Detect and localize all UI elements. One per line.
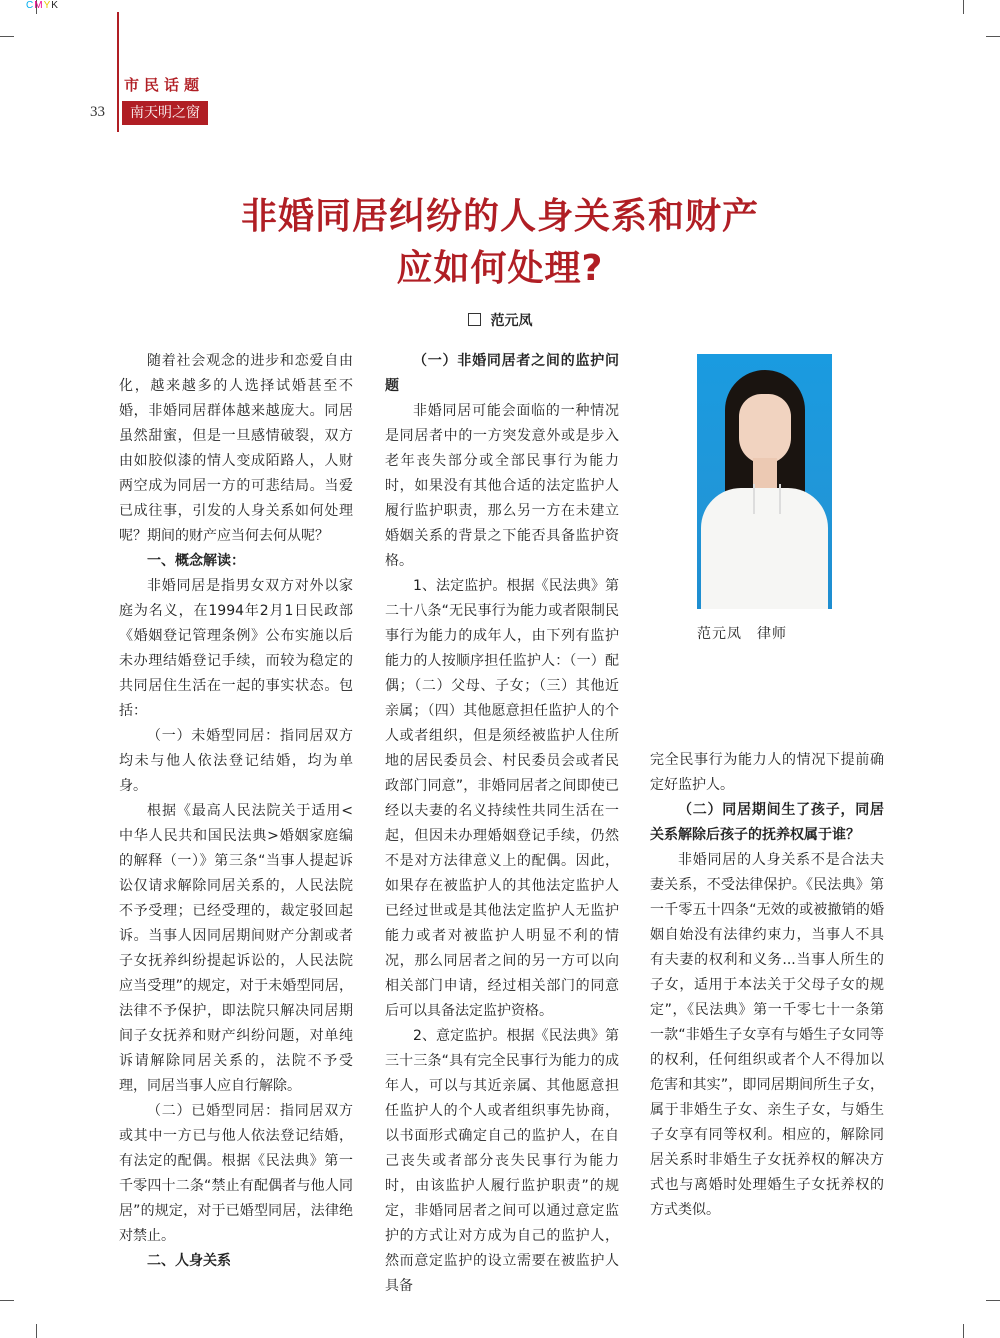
- crop-mark: [986, 36, 1000, 37]
- byline-box-icon: [468, 313, 481, 326]
- page-number: 33: [90, 104, 105, 120]
- color-bar-m: M: [34, 0, 44, 11]
- photo-caption: 范元凤 律师: [697, 626, 787, 642]
- author-photo: [697, 354, 832, 609]
- paragraph: （一）未婚型同居：指同居双方均未与他人依法登记结婚，均为单身。: [119, 728, 353, 794]
- column-badge: 南天明之窗: [122, 101, 208, 125]
- article-title-line2: 应如何处理?: [396, 248, 604, 289]
- subheading: 二、人身关系: [147, 1253, 231, 1269]
- paragraph: 随着社会观念的进步和恋爱自由化，越来越多的人选择试婚甚至不婚，非婚同居群体越来越庞大。同居虽然甜蜜，但是一旦感情破裂，双方由如胶似漆的情人变成陌路人，人财两空成为同居一方的可悲结局。当爱已成往事，引发的人身关系如何处理呢？期间的财产应当何去何从呢？: [119, 353, 353, 544]
- column-1: [119, 349, 353, 1274]
- byline: [0, 310, 1000, 330]
- paragraph: 1、法定监护。根据《民法典》第二十八条“无民事行为能力或者限制民事行为能力的成年人，由下列有监护能力的人按顺序担任监护人：（一）配偶；（二）父母、子女；（三）其他近亲属；（四）其他愿意担任监护人的个人或者组织，但是须经被监护人住所地的居民委员会、村民委员会或者民政部门同意”，非婚同居者之间即使已经以夫妻的名义持续性共同生活在一起，但因未办理婚姻登记手续，仍然不是对方法律意义上的配偶。因此，如果存在被监护人的其他法定监护人已经过世或是其他法定监护人无监护能力或者对被监护人明显不利的情况，那么同居者之间的另一方可以向相关部门申请，经过相关部门的同意后可以具备法定监护资格。: [385, 578, 619, 1019]
- subheading: （一）非婚同居者之间的监护问题: [385, 353, 619, 394]
- paragraph: （二）已婚型同居：指同居双方或其中一方已与他人依法登记结婚，有法定的配偶。根据《民法典》第一千零四十二条“禁止有配偶者与他人同居”的规定，对于已婚型同居，法律绝对禁止。: [119, 1103, 353, 1244]
- subheading: 一、概念解读：: [147, 553, 245, 569]
- crop-mark: [986, 1300, 1000, 1301]
- color-bar: [26, 0, 59, 11]
- paragraph: 非婚同居是指男女双方对外以家庭为名义，在1994年2月1日民政部《婚姻登记管理条例》公布实施以后未办理结婚登记手续，而较为稳定的共同居住生活在一起的事实状态。包括：: [119, 578, 353, 719]
- section-title: 市民话题: [124, 76, 205, 94]
- crop-mark: [0, 36, 14, 37]
- color-bar-k: K: [51, 0, 59, 11]
- column-2: [385, 349, 619, 1299]
- paragraph: 非婚同居的人身关系不是合法夫妻关系，不受法律保护。《民法典》第一千零五十四条“无效的或被撤销的婚姻自始没有法律约束力，当事人不具有夫妻的权利和义务...当事人所生的子女，适用于本法关于父母子女的规定”，《民法典》第一千零七十一条第一款“非婚生子女享有与婚生子女同等的权利，任何组织或者个人不得加以危害和其实”，即同居期间所生子女，属于非婚生子女、亲生子女，与婚生子女享有同等权利。相应的，解除同居关系时非婚生子女抚养权的解决方式也与离婚时处理婚生子女抚养权的方式类似。: [650, 852, 884, 1218]
- header-rule: [117, 12, 119, 132]
- crop-mark: [963, 0, 964, 14]
- crop-mark: [0, 1300, 14, 1301]
- column-3: [650, 748, 884, 1223]
- paragraph: 完全民事行为能力人的情况下提前确定好监护人。: [650, 752, 884, 793]
- photo-face: [739, 394, 791, 464]
- subheading: （二）同居期间生了孩子，同居关系解除后孩子的抚养权属于谁？: [650, 802, 884, 843]
- paragraph: 2、意定监护。根据《民法典》第三十三条“具有完全民事行为能力的成年人，可以与其近亲属、其他愿意担任监护人的个人或者组织事先协商，以书面形式确定自己的监护人，在自己丧失或者部分丧失民事行为能力时，由该监护人履行监护职责”的规定，非婚同居者之间可以通过意定监护的方式让对方成为自己的监护人，然而意定监护的设立需要在被监护人具备: [385, 1028, 619, 1294]
- photo-collar: [753, 484, 781, 514]
- crop-mark: [36, 1324, 37, 1338]
- color-bar-y: Y: [43, 0, 52, 11]
- crop-mark: [963, 1324, 964, 1338]
- color-bar-c: C: [26, 0, 35, 11]
- paragraph: 非婚同居可能会面临的一种情况是同居者中的一方突发意外或是步入老年丧失部分或全部民事行为能力时，如果没有其他合适的法定监护人履行监护职责，那么另一方在未建立婚姻关系的背景之下能否具备监护资格。: [385, 403, 619, 569]
- author-name: 范元凤: [490, 313, 533, 329]
- article-title-line1: 非婚同居纠纷的人身关系和财产: [240, 196, 759, 237]
- paragraph: 根据《最高人民法院关于适用<中华人民共和国民法典>婚姻家庭编的解释（一）》第三条“当事人提起诉讼仅请求解除同居关系的，人民法院不予受理；已经受理的，裁定驳回起诉。当事人因同居期间财产分割或者子女抚养纠纷提起诉讼的，人民法院应当受理”的规定，对于未婚型同居，法律不予保护，即法院只解决同居期间子女抚养和财产纠纷问题，对单纯诉请解除同居关系的，法院不予受理，同居当事人应自行解除。: [119, 803, 353, 1094]
